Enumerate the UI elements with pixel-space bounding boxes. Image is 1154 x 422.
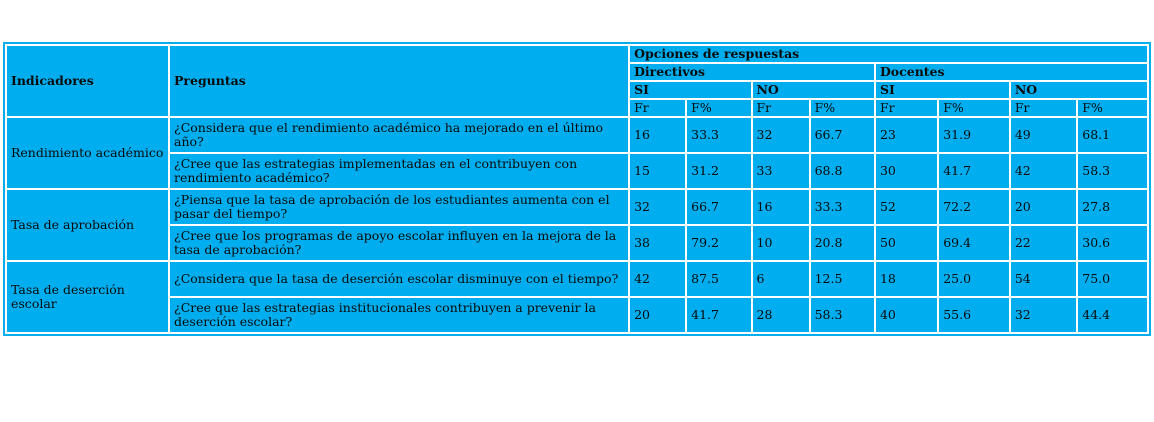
- value-cell: 54: [1011, 262, 1076, 296]
- question-cell: ¿Considera que el rendimiento académico ha mejorado en el último año?: [170, 118, 628, 152]
- value-cell: 23: [876, 118, 937, 152]
- header-fr: Fr: [630, 100, 685, 116]
- value-cell: 69.4: [939, 226, 1009, 260]
- value-cell: 30.6: [1078, 226, 1147, 260]
- value-cell: 38: [630, 226, 685, 260]
- header-directivos-no: NO: [753, 82, 874, 98]
- header-docentes-no: NO: [1011, 82, 1147, 98]
- table-row: [7, 154, 1147, 188]
- value-cell: 41.7: [687, 298, 750, 332]
- value-cell: 58.3: [811, 298, 874, 332]
- value-cell: 16: [753, 190, 809, 224]
- value-cell: 30: [876, 154, 937, 188]
- value-cell: 32: [753, 118, 809, 152]
- question-cell: ¿Cree que las estrategias institucionales contribuyen a prevenir la deserción escolar?: [170, 298, 628, 332]
- value-cell: 79.2: [687, 226, 750, 260]
- value-cell: 31.9: [939, 118, 1009, 152]
- question-cell: ¿Cree que los programas de apoyo escolar influyen en la mejora de la tasa de aprobación?: [170, 226, 628, 260]
- header-preguntas: Preguntas: [170, 46, 628, 116]
- value-cell: 41.7: [939, 154, 1009, 188]
- header-fpct: F%: [811, 100, 874, 116]
- value-cell: 52: [876, 190, 937, 224]
- table-row: [7, 298, 1147, 332]
- table-row: [7, 118, 1147, 152]
- table-container: [3, 42, 1151, 336]
- header-directivos-si: SI: [630, 82, 750, 98]
- header-fr: Fr: [753, 100, 809, 116]
- value-cell: 32: [1011, 298, 1076, 332]
- question-cell: ¿Considera que la tasa de deserción escolar disminuye con el tiempo?: [170, 262, 628, 296]
- table-row: [7, 262, 1147, 296]
- value-cell: 18: [876, 262, 937, 296]
- header-fpct: F%: [687, 100, 750, 116]
- question-cell: ¿Piensa que la tasa de aprobación de los estudiantes aumenta con el pasar del tiempo?: [170, 190, 628, 224]
- value-cell: 31.2: [687, 154, 750, 188]
- value-cell: 55.6: [939, 298, 1009, 332]
- value-cell: 44.4: [1078, 298, 1147, 332]
- value-cell: 42: [630, 262, 685, 296]
- value-cell: 66.7: [811, 118, 874, 152]
- value-cell: 27.8: [1078, 190, 1147, 224]
- header-fr: Fr: [876, 100, 937, 116]
- indicator-cell: Tasa de aprobación: [7, 190, 168, 260]
- value-cell: 40: [876, 298, 937, 332]
- value-cell: 75.0: [1078, 262, 1147, 296]
- value-cell: 20.8: [811, 226, 874, 260]
- table-row: [7, 226, 1147, 260]
- value-cell: 33.3: [687, 118, 750, 152]
- value-cell: 28: [753, 298, 809, 332]
- header-docentes: Docentes: [876, 64, 1147, 80]
- value-cell: 20: [630, 298, 685, 332]
- indicator-cell: Tasa de deserción escolar: [7, 262, 168, 332]
- header-indicadores: Indicadores: [7, 46, 168, 116]
- value-cell: 22: [1011, 226, 1076, 260]
- value-cell: 12.5: [811, 262, 874, 296]
- value-cell: 10: [753, 226, 809, 260]
- value-cell: 68.1: [1078, 118, 1147, 152]
- value-cell: 25.0: [939, 262, 1009, 296]
- table-row: [7, 190, 1147, 224]
- value-cell: 42: [1011, 154, 1076, 188]
- value-cell: 72.2: [939, 190, 1009, 224]
- value-cell: 32: [630, 190, 685, 224]
- value-cell: 50: [876, 226, 937, 260]
- value-cell: 87.5: [687, 262, 750, 296]
- header-directivos: Directivos: [630, 64, 874, 80]
- header-fr: Fr: [1011, 100, 1076, 116]
- value-cell: 66.7: [687, 190, 750, 224]
- header-docentes-si: SI: [876, 82, 1009, 98]
- value-cell: 33.3: [811, 190, 874, 224]
- value-cell: 49: [1011, 118, 1076, 152]
- response-table: [3, 42, 1151, 336]
- value-cell: 58.3: [1078, 154, 1147, 188]
- header-opciones: Opciones de respuestas: [630, 46, 1147, 62]
- value-cell: 15: [630, 154, 685, 188]
- indicator-cell: Rendimiento académico: [7, 118, 168, 188]
- value-cell: 33: [753, 154, 809, 188]
- value-cell: 68.8: [811, 154, 874, 188]
- header-row-1: [7, 46, 1147, 62]
- header-fpct: F%: [1078, 100, 1147, 116]
- question-cell: ¿Cree que las estrategias implementadas en el contribuyen con rendimiento académico?: [170, 154, 628, 188]
- header-fpct: F%: [939, 100, 1009, 116]
- value-cell: 6: [753, 262, 809, 296]
- value-cell: 16: [630, 118, 685, 152]
- value-cell: 20: [1011, 190, 1076, 224]
